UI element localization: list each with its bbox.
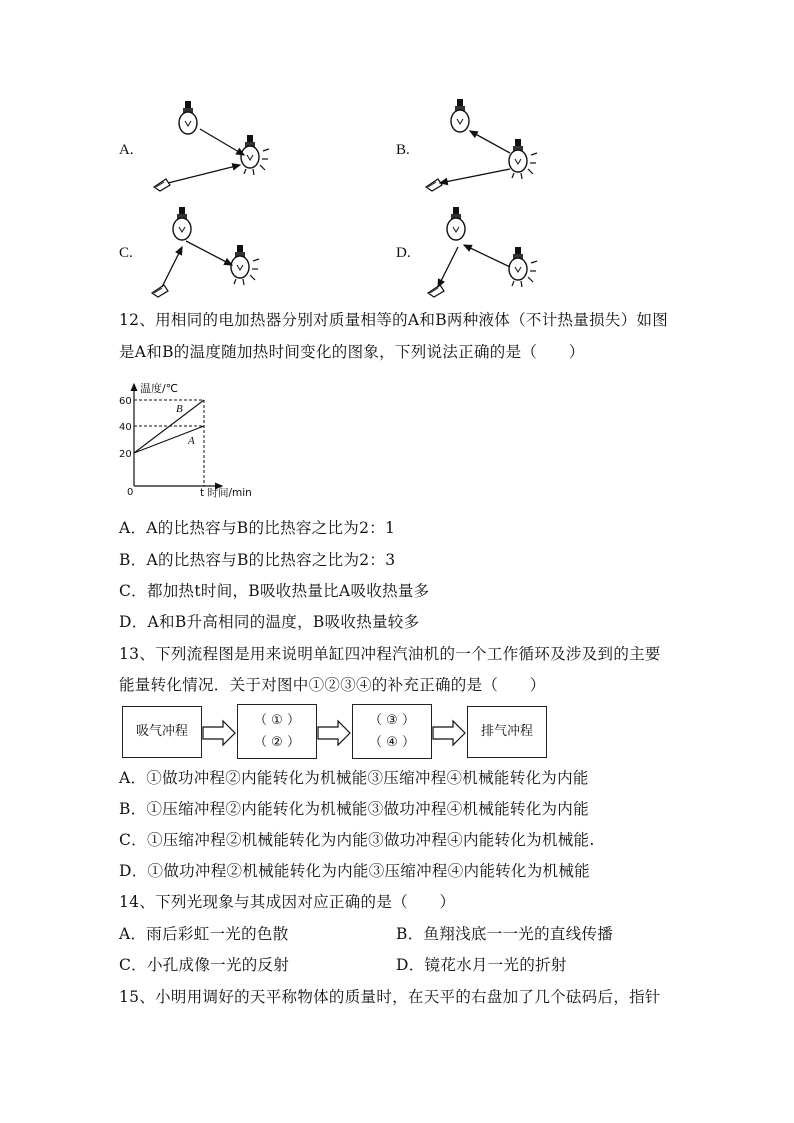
q13-flow-box-2-bottom: （ ② ） [254,734,300,750]
q14-stem: 14、下列光现象与其成因对应正确的是（ ） [119,893,456,911]
q12-series-a-label: A [188,435,195,447]
q14-option-d: D．镜花水月一光的折射 [396,956,567,974]
q12-ytick-60: 60 [119,396,132,407]
q13-flow-box-2-top: （ ① ） [254,712,300,728]
q12-ytick-40: 40 [119,422,132,433]
q13-flow-box-3-bottom: （ ④ ） [369,734,415,750]
q13-flow-arrow-1 [203,721,235,745]
q11-option-d-label: D. [396,245,411,261]
q15-stem-line1: 15、小明用调好的天平称物体的质量时，在天平的右盘加了几个砝码后，指针 [119,988,661,1006]
q13-flow-arrows [200,718,470,748]
q14-option-c: C．小孔成像一光的反射 [119,956,290,974]
q13-option-c: C．①压缩冲程②机械能转化为内能③做功冲程④内能转化为机械能. [119,831,595,849]
q13-option-a: A．①做功冲程②内能转化为机械能③压缩冲程④机械能转化为内能 [119,769,589,787]
q14-option-b: B．鱼翔浅底一一光的直线传播 [396,925,614,943]
q13-option-b: B．①压缩冲程②内能转化为机械能③做功冲程④机械能转化为内能 [119,800,589,818]
q12-option-b: B．A的比热容与B的比热容之比为2：3 [119,551,396,569]
q13-flow-box-exhaust [467,706,547,758]
q13-flow-box-exhaust-text: 排气冲程 [480,724,533,739]
q12-ylabel: 温度/℃ [140,382,179,395]
q12-stem-line2: 是A和B的温度随加热时间变化的图象，下列说法正确的是（ ） [119,343,585,361]
q13-flow-box-intake [122,706,202,758]
q13-flow-box-intake-text: 吸气冲程 [135,724,188,739]
q13-flow-arrow-3 [433,721,465,745]
q11-figure-b [426,99,537,191]
q13-flow-arrow-2 [318,721,350,745]
q11-option-b-label: B. [396,142,410,158]
q11-figures [140,95,580,305]
q12-series-b-label: B [176,403,183,415]
q13-stem-line2: 能量转化情况．关于对图中①②③④的补充正确的是（ ） [119,676,546,694]
q12-stem-line1: 12、用相同的电加热器分别对质量相等的A和B两种液体（不计热量损失）如图 [119,311,669,329]
q13-flow-box-3-top: （ ③ ） [369,712,415,728]
q14-option-a: A．雨后彩虹一光的色散 [119,925,289,943]
q12-origin-label: 0 [127,487,134,498]
q12-xlabel: t 时间/min [200,487,252,499]
q11-figure-c [152,207,259,297]
q11-figure-d [428,207,537,297]
q12-temperature-graph [114,378,274,500]
q12-option-c: C．都加热t时间，B吸收热量比A吸收热量多 [119,582,430,600]
q11-figure-a [154,101,269,191]
q12-ytick-20: 20 [119,449,132,460]
q12-option-a: A．A的比热容与B的比热容之比为2：1 [119,519,396,537]
q13-stem-line1: 13、下列流程图是用来说明单缸四冲程汽油机的一个工作循环及涉及到的主要 [119,645,661,663]
q11-option-a-label: A. [119,142,134,158]
q13-option-d: D．①做功冲程②机械能转化为内能③压缩冲程④内能转化为机械能 [119,862,590,880]
q12-option-d: D．A和B升高相同的温度，B吸收热量较多 [119,613,420,631]
q11-option-c-label: C. [119,245,133,261]
